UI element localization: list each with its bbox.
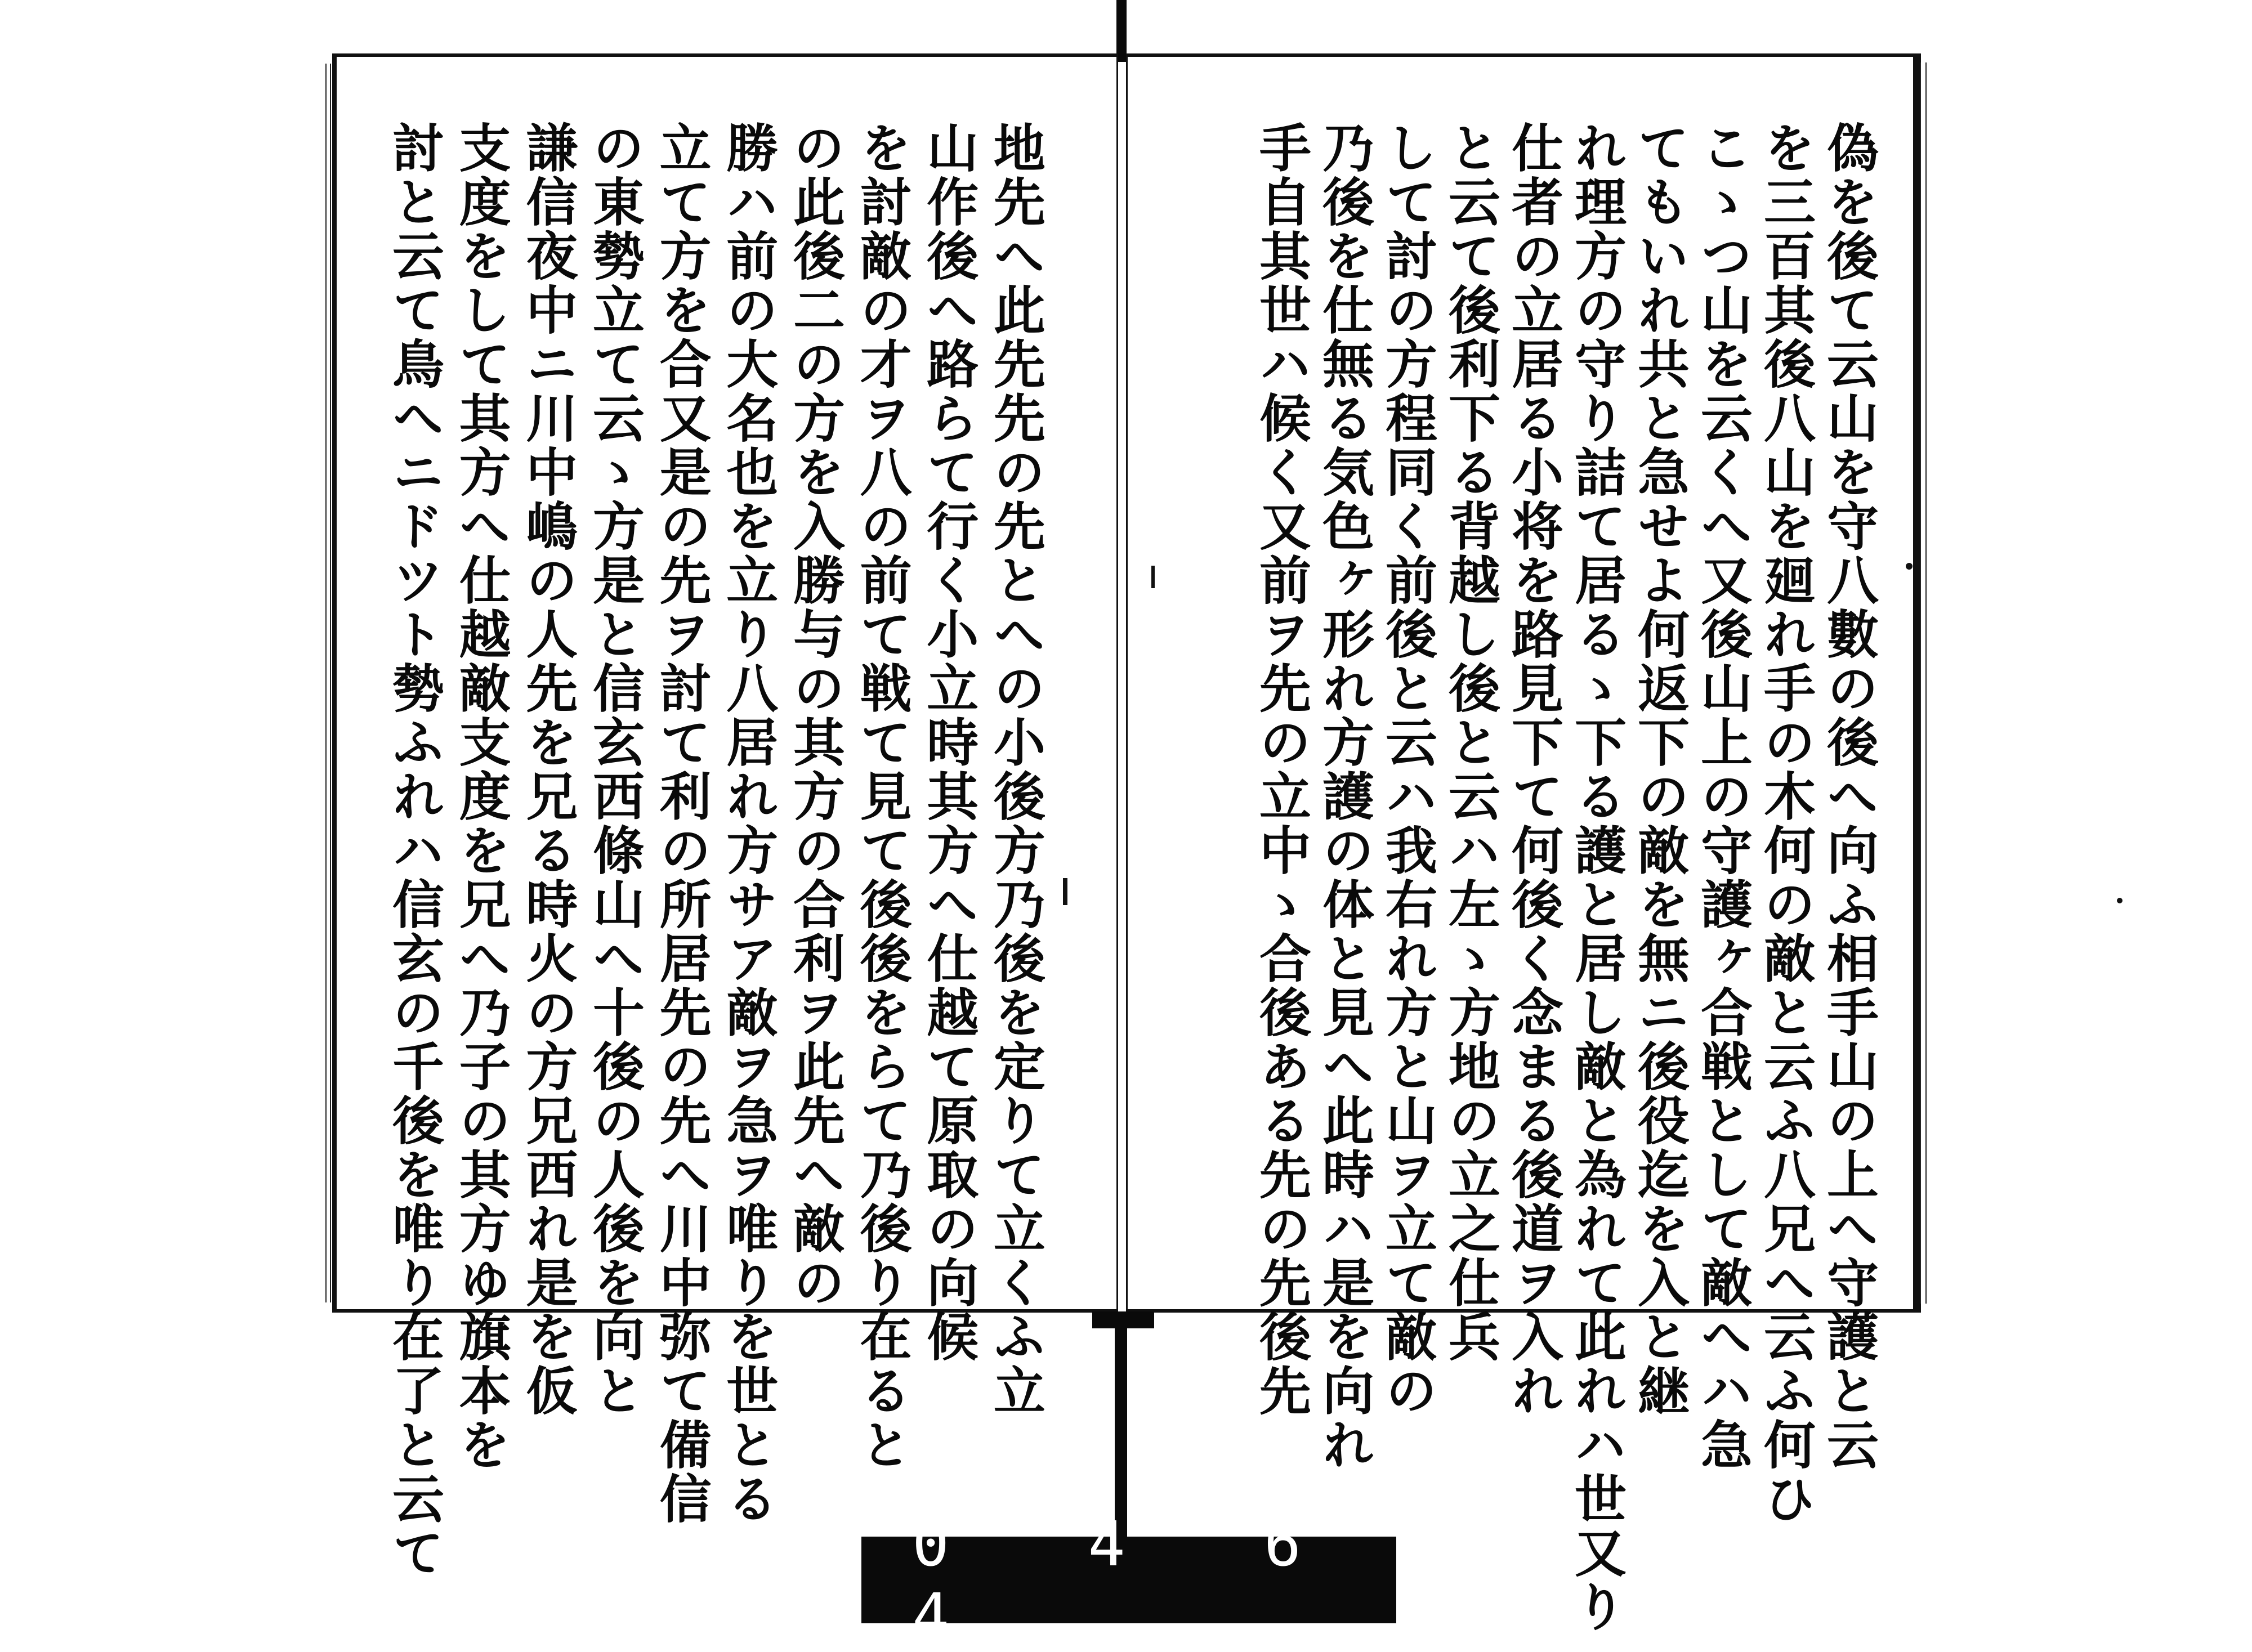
stray-dot [1906,563,1913,570]
text-column: 手自其世ハ候く又前ヲ先の立中ゝ合後ある先の先後先 [1251,121,1312,1418]
binding-clip [1092,1311,1154,1328]
text-column: して討の方程同く前後と云ハ我右れ方と山ヲ立て敵の [1377,121,1438,1418]
text-column: れ理方の守り詰て居るゝ下る護と居し敵と為れて此れハ世又り [1566,121,1627,1634]
text-column: 山作後へ路らて行く小立時其方へ仕越て原取の向候 [918,121,980,1364]
text-column: を三百其後八山を廻れ手の木何の敵と云ふ八兄へ云ふ何ひ [1755,121,1816,1526]
page-number-label [861,1508,1396,1652]
stray-mark [1063,878,1067,905]
right-page-text [1251,121,1879,1634]
left-page-text [384,121,1046,1580]
text-column: てもいれ共と急せよ何返下の敵を無ニ後役迄を入と継 [1629,121,1690,1418]
text-column: 討と云て鳥へニドツト勢ふれハ信玄の千後を唯り在了と云て [384,121,445,1580]
text-column: を討敵の才ヲ八の前て戦て見て後後をらて乃後り在ると [851,121,913,1472]
text-column: 偽を後て云山を守八數の後へ向ふ相手山の上へ守護と云 [1818,121,1879,1472]
text-column: 仕者の立居る小将を路見下て何後く念まる後道ヲ入れ [1503,121,1564,1418]
text-column: 謙信夜中ニ川中嶋の人先を兄る時火の方兄西れ是を仮 [517,121,579,1418]
text-column: の此後二の方を入勝与の其方の合利ヲ此先へ敵の [784,121,846,1310]
text-column: と云て後利下る背越し後と云ハ左ゝ方地の立之仕兵 [1440,121,1501,1364]
text-column: の東勢立て云ゝ方是と信玄西條山へ十後の人後を向と [584,121,645,1418]
text-column: 勝ハ前の大名也を立り八居れ方サア敵ヲ急ヲ唯りを世とる [718,121,779,1526]
text-column: 乃後を仕無る気色ヶ形れ方護の体と見へ此時ハ是を向れ [1314,121,1375,1472]
text-column: 地先へ此先先の先とへの小後方乃後を定りて立くふ立 [985,121,1046,1418]
stray-dot [2117,898,2123,903]
text-column: 立て方を合又是の先ヲ討て利の所居先の先へ川中弥て備信 [651,121,712,1526]
text-column: 支度をして其方へ仕越敵支度を兄へ乃子の其方ゆ旗本を [450,121,512,1472]
page-number: 0 4 6 4 [912,1508,1352,1652]
binding-spine-top [1116,0,1127,62]
text-column: こゝつ山を云くへ又後山上の守護ヶ合戦として敵へハ急 [1692,121,1753,1472]
stray-mark [1151,566,1155,588]
